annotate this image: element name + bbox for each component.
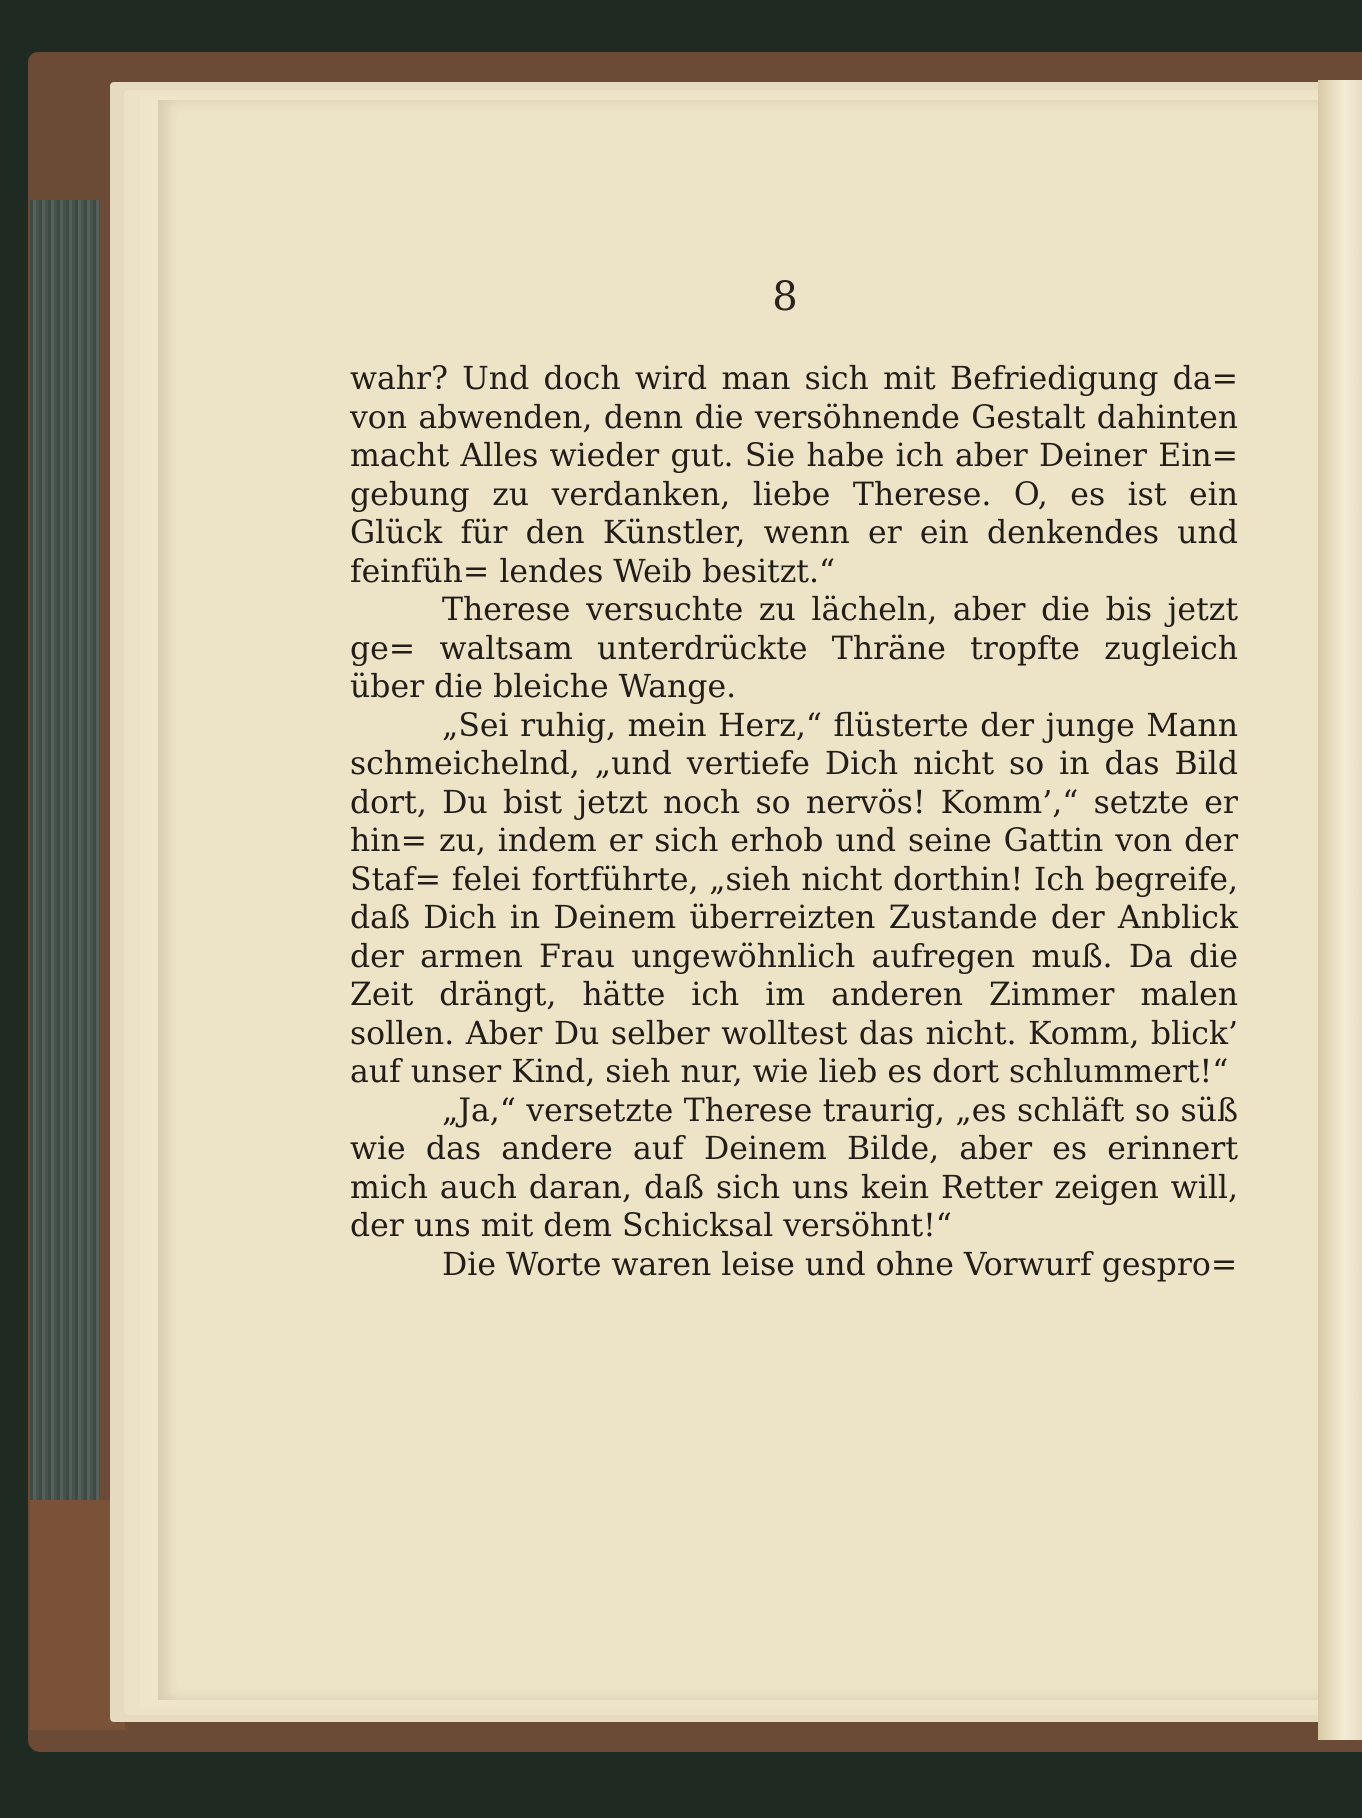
text-line: armen Frau ungewöhnlich aufregen muß. Da die Zeit <box>350 938 1238 1013</box>
text-line: auch daran, daß sich uns kein Retter zeigen will, der <box>350 1169 1238 1244</box>
text-line: lendes Weib besitzt.“ <box>499 553 836 590</box>
text-line: Du selber wolltest das nicht. Komm, blick’ auf unser <box>350 1015 1238 1090</box>
text-line: Therese versuchte zu lächeln, aber die bis jetzt ge= <box>350 592 1238 667</box>
text-line: waltsam unterdrückte Thräne tropfte zugleich über die <box>350 630 1238 705</box>
paragraph <box>350 707 1238 1092</box>
text-line: „Ja,“ versetzte Therese traurig, „es schläft so süß <box>442 1092 1238 1129</box>
text-line: wie das andere auf Deinem Bilde, aber es erinnert mich <box>350 1131 1238 1206</box>
page-number: 8 <box>772 274 798 320</box>
paragraph <box>350 591 1238 707</box>
text-line: macht Alles wieder gut. Sie habe ich aber Deiner Ein= <box>350 438 1238 474</box>
text-line: Die Worte waren leise und ohne Vorwurf gespro= <box>442 1246 1238 1283</box>
paragraph <box>350 360 1238 591</box>
paragraph <box>350 1092 1238 1246</box>
text-line: wahr? Und doch wird man sich mit Befriedigung da= <box>350 361 1238 397</box>
text-line: Dich in Deinem überreizten Zustande der Anblick der <box>350 900 1239 975</box>
text-line: felei fortführte, „sieh nicht dorthin! Ich begreife, daß <box>350 861 1238 936</box>
text-line: drängt, hätte ich im anderen Zimmer malen sollen. Aber <box>350 977 1239 1052</box>
book-spine <box>30 200 100 1500</box>
body-text <box>350 360 1238 1284</box>
text-line: schmeichelnd, „und vertiefe Dich nicht so in das Bild <box>350 746 1238 782</box>
text-line: „Sei ruhig, mein Herz,“ flüsterte der junge Mann <box>442 707 1238 744</box>
text-line: bleiche Wange. <box>493 669 737 705</box>
text-line: zu, indem er sich erhob und seine Gattin von der Staf= <box>350 823 1239 898</box>
text-line: Kind, sieh nur, wie lieb es dort schlummert!“ <box>511 1054 1229 1090</box>
text-line: dort, Du bist jetzt noch so nervös! Komm’,“ setzte er hin= <box>350 784 1238 859</box>
text-line: gebung zu verdanken, liebe Therese. O, es ist ein Glück <box>350 476 1238 551</box>
paragraph <box>350 1246 1238 1285</box>
page-gutter <box>1318 80 1362 1740</box>
text-line: uns mit dem Schicksal versöhnt!“ <box>413 1208 952 1244</box>
text-line: von abwenden, denn die versöhnende Gestalt dahinten <box>350 399 1238 436</box>
text-line: für den Künstler, wenn er ein denkendes und feinfüh= <box>350 515 1238 590</box>
